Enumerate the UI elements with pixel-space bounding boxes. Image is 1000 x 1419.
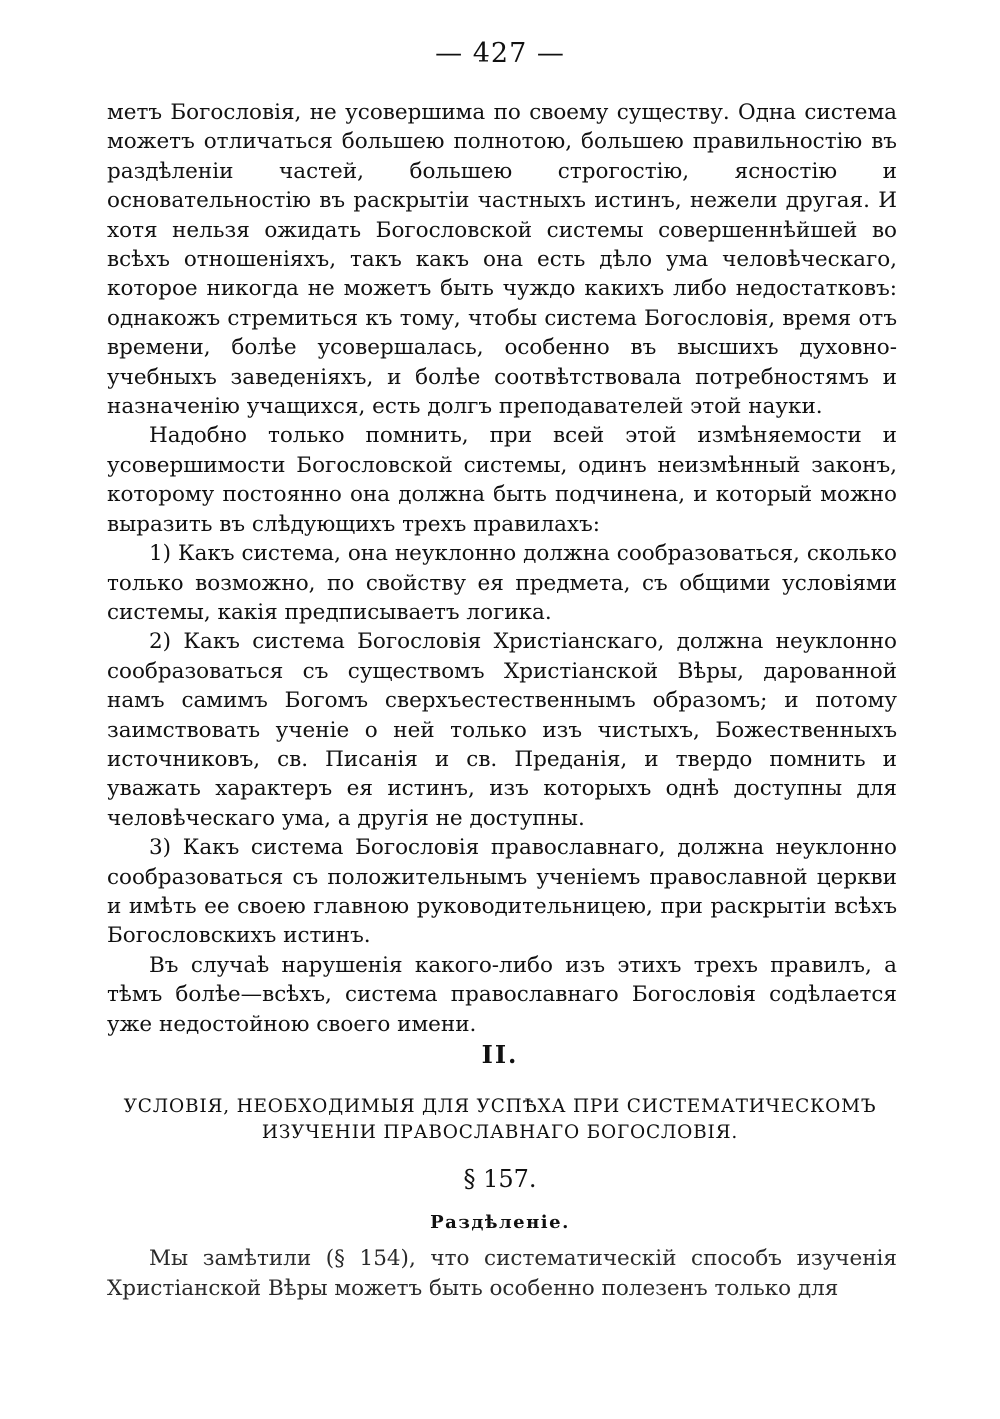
tail-text [107, 1244, 897, 1304]
section-heading-line-1: УСЛОВІЯ, НЕОБХОДИМЫЯ ДЛЯ УСПѢХА ПРИ СИСТЕМАТИЧЕСКОМЪ [123, 1096, 877, 1117]
paragraph-rule-2: 2) Какъ система Богословія Христіанскаго, должна неуклонно сообразоваться съ существомъ Христіанской Вѣры, дарованной намъ самимъ Богомъ сверхъестественнымъ образомъ; и потому заимствовать ученіе о ней только изъ чистыхъ, Божественныхъ источниковъ, св. Писанія и св. Преданія, и твердо помнить и уважать характеръ ея истинъ, изъ которыхъ однѣ доступны для человѣческаго ума, а другія не доступны. [107, 629, 897, 831]
body-text [107, 98, 897, 1039]
section-numeral: II. [481, 1040, 519, 1069]
paragraph-continuation: метъ Богословія, не усовершима по своему существу. Одна система можетъ отличаться большею полнотою, большею правильностію въ раздѣленіи частей, большею строгостію, ясностію и основательностію въ раскрытіи частныхъ истинъ, нежели другая. И хотя нельзя ожидать Богословской системы совершеннѣйшей во всѣхъ отношеніяхъ, такъ какъ она есть дѣло ума человѣческаго, которое никогда не можетъ быть чуждо какихъ либо недостатковъ: однакожъ стремиться къ тому, чтобы система Богословія, время отъ времени, болѣе усовершалась, особенно въ высшихъ духовно-учебныхъ заведеніяхъ, и болѣе соотвѣтствовала потребностямъ и назначенію учащихся, есть долгъ преподавателей этой науки. [107, 100, 897, 420]
paragraph-conclusion: Въ случаѣ нарушенія какого-либо изъ этихъ трехъ правилъ, а тѣмъ болѣе—всѣхъ, система православнаго Богословія содѣлается уже недостойною своего имени. [107, 952, 897, 1037]
page-number: — 427 — [435, 38, 565, 69]
paragraph-rule-3: 3) Какъ система Богословія православнаго, должна неуклонно сообразоваться съ положительнымъ ученіемъ православной церкви и имѣть ее своею главною руководительницею, при раскрытіи всѣхъ Богословскихъ истинъ. [107, 835, 897, 949]
section-heading-line-2: ИЗУЧЕНІИ ПРАВОСЛАВНАГО БОГОСЛОВІЯ. [261, 1122, 739, 1143]
subheading: Раздѣленіе. [430, 1212, 570, 1233]
paragraph-law: Надобно только помнить, при всей этой измѣняемости и усовершимости Богословской системы, одинъ неизмѣнный законъ, которому постоянно она должна быть подчинена, и который можно выразить въ слѣдующихъ трехъ правилахъ: [107, 423, 897, 537]
paragraph-mark: § 157. [463, 1165, 537, 1193]
paragraph-tail: Мы замѣтили (§ 154), что систематическій способъ изученія Христіанской Вѣры можетъ быть особенно полезенъ только для [107, 1246, 897, 1301]
paragraph-rule-1: 1) Какъ система, она неуклонно должна сообразоваться, сколько только возможно, по свойству ея предмета, съ общими условіями системы, какія предписываетъ логика. [107, 541, 897, 625]
section-heading [100, 1094, 900, 1146]
